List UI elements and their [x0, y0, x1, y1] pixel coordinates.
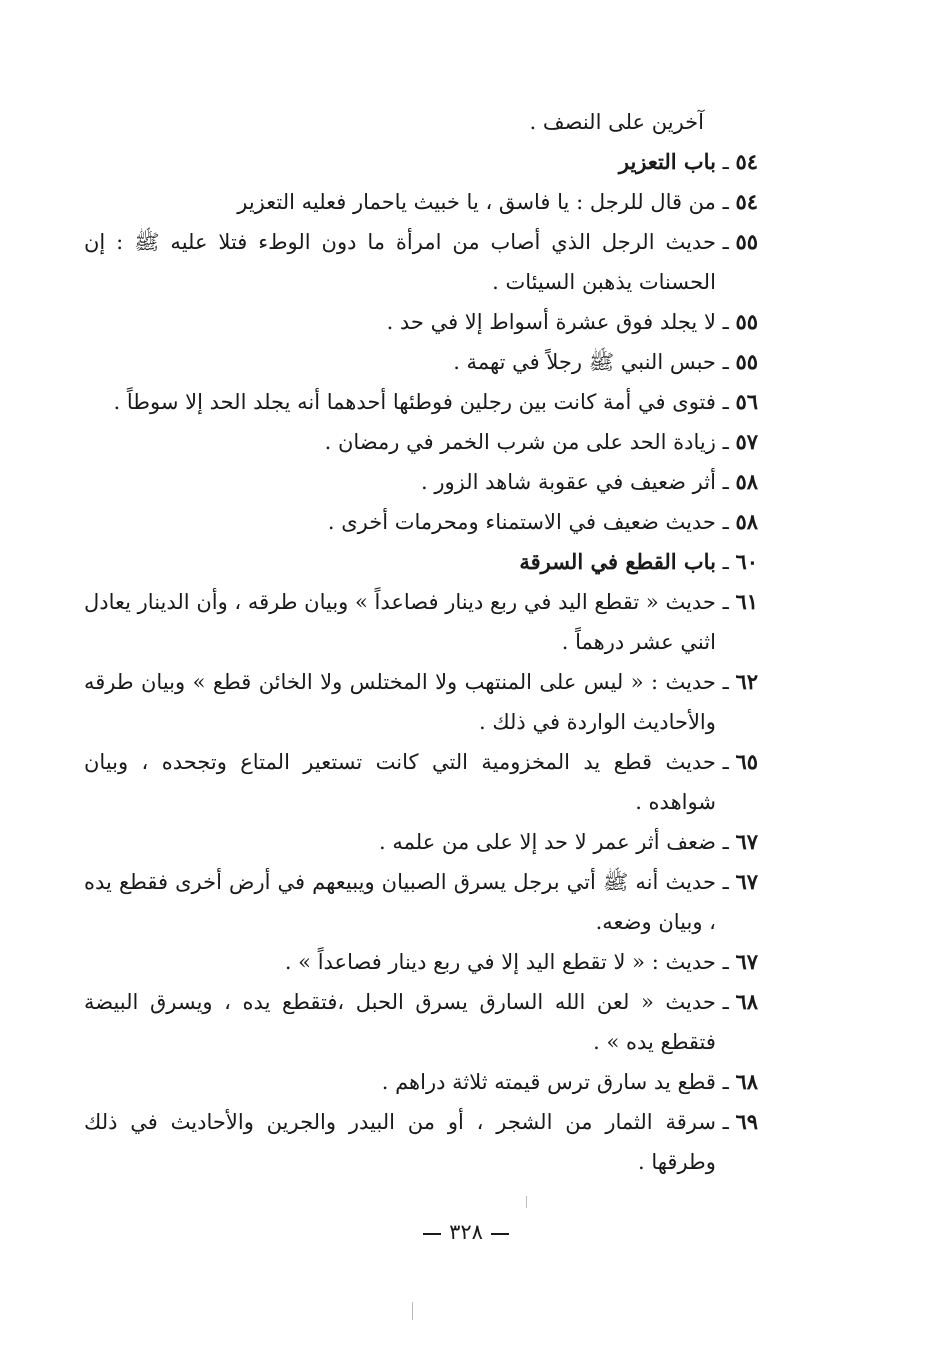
entry-page-number: ٥٥: [735, 229, 758, 254]
entry-page-number: ٦٢: [735, 669, 758, 694]
scan-speck: [412, 1302, 413, 1320]
entry-text: حديث ضعيف في الاستمناء ومحرمات أخرى .: [327, 510, 716, 534]
entry-separator: ـ: [715, 670, 736, 694]
index-entry: [84, 982, 758, 1062]
index-entry: [84, 662, 758, 742]
entry-page-number: ٥٤: [735, 149, 758, 174]
entry-page-number: ٦٨: [735, 989, 758, 1014]
index-entry: [84, 422, 758, 462]
index-entry: [84, 302, 758, 342]
entry-separator: ـ: [715, 750, 736, 774]
entry-separator: ـ: [715, 590, 736, 614]
entry-separator: ـ: [715, 1110, 736, 1134]
entry-separator: ـ: [715, 870, 736, 894]
index-entry: [84, 222, 758, 302]
section-heading-text: باب القطع في السرقة: [519, 549, 716, 574]
entry-page-number: ٦٧: [735, 949, 758, 974]
entry-list: [84, 142, 758, 1182]
page-number: ٣٢٨: [449, 1220, 483, 1244]
entry-text: حديث الرجل الذي أصاب من امرأة ما دون الوطء فتلا عليه ﷺ : إن الحسنات يذهبن السيئات .: [84, 230, 716, 294]
entry-separator: ـ: [715, 990, 736, 1014]
entry-separator: ـ: [715, 830, 736, 854]
index-entry: [84, 382, 758, 422]
entry-page-number: ٥٧: [735, 429, 758, 454]
entry-text: أثر ضعيف في عقوبة شاهد الزور .: [421, 470, 716, 494]
index-entry: [84, 822, 758, 862]
entry-page-number: ٦١: [735, 589, 758, 614]
entry-separator: ـ: [715, 470, 736, 494]
entry-text: حديث أنه ﷺ أتي برجل يسرق الصبيان ويبيعهم في أرض أخرى فقطع يده ، وبيان وضعه.: [84, 870, 716, 934]
entry-page-number: ٦٠: [735, 549, 758, 574]
entry-separator: ـ: [715, 430, 736, 454]
entry-separator: ـ: [715, 1070, 736, 1094]
entry-separator: ـ: [715, 390, 736, 414]
entry-page-number: ٥٨: [735, 469, 758, 494]
index-entry: [84, 342, 758, 382]
index-entry: [84, 942, 758, 982]
entry-text: ضعف أثر عمر لا حد إلا على من علمه .: [379, 830, 716, 854]
entry-text: حديث : « ليس على المنتهب ولا المختلس ولا الخائن قطع » وبيان طرقه والأحاديث الواردة في ذلك .: [84, 670, 716, 734]
entry-page-number: ٥٨: [735, 509, 758, 534]
entry-text: فتوى في أمة كانت بين رجلين فوطئها أحدهما أنه يجلد الحد إلا سوطاً .: [113, 390, 716, 414]
index-entry: [84, 502, 758, 542]
section-heading-entry: [84, 142, 758, 182]
page-body: [84, 102, 758, 1182]
entry-page-number: ٦٥: [735, 749, 758, 774]
entry-text: قطع يد سارق ترس قيمته ثلاثة دراهم .: [381, 1070, 716, 1094]
entry-page-number: ٥٥: [735, 349, 758, 374]
entry-separator: ـ: [715, 310, 736, 334]
entry-separator: ـ: [715, 230, 736, 254]
entry-separator: ـ: [715, 510, 736, 534]
entry-text: حبس النبي ﷺ رجلاً في تهمة .: [453, 350, 716, 374]
entry-separator: ـ: [715, 150, 736, 174]
footer-dash-left: [423, 1233, 441, 1235]
index-entry: [84, 1062, 758, 1102]
entry-page-number: ٥٥: [735, 309, 758, 334]
index-entry: [84, 462, 758, 502]
entry-text: من قال للرجل : يا فاسق ، يا خبيث ياحمار فعليه التعزير: [237, 190, 716, 214]
entry-page-number: ٦٨: [735, 1069, 758, 1094]
entry-text: حديث « لعن الله السارق يسرق الحبل ،فتقطع يده ، ويسرق البيضة فتقطع يده » .: [84, 990, 716, 1054]
entry-page-number: ٦٩: [735, 1109, 758, 1134]
entry-text: حديث « تقطع اليد في ربع دينار فصاعداً » وبيان طرقه ، وأن الدينار يعادل اثني عشر درهماً .: [84, 590, 716, 654]
entry-page-number: ٥٤: [735, 189, 758, 214]
continuation-line: آخرين على النصف .: [529, 110, 704, 134]
index-entry: [84, 182, 758, 222]
entry-page-number: ٥٦: [735, 389, 758, 414]
section-heading-text: باب التعزير: [618, 149, 716, 174]
entry-text: لا يجلد فوق عشرة أسواط إلا في حد .: [386, 310, 716, 334]
entry-page-number: ٦٧: [735, 869, 758, 894]
page-footer: [0, 1220, 932, 1244]
index-entry: [84, 582, 758, 662]
index-entry: [84, 1102, 758, 1182]
entry-separator: ـ: [715, 190, 736, 214]
index-entry: [84, 862, 758, 942]
entry-text: سرقة الثمار من الشجر ، أو من البيدر والجرين والأحاديث في ذلك وطرقها .: [84, 1110, 716, 1174]
entry-separator: ـ: [715, 350, 736, 374]
scan-speck: [526, 1196, 527, 1208]
entry-separator: ـ: [715, 550, 736, 574]
entry-text: حديث : « لا تقطع اليد إلا في ربع دينار فصاعداً » .: [284, 950, 716, 974]
index-entry: [84, 742, 758, 822]
entry-text: زيادة الحد على من شرب الخمر في رمضان .: [324, 430, 716, 454]
section-heading-entry: [84, 542, 758, 582]
footer-dash-right: [491, 1233, 509, 1235]
entry-page-number: ٦٧: [735, 829, 758, 854]
entry-text: حديث قطع يد المخزومية التي كانت تستعير المتاع وتجحده ، وبيان شواهده .: [84, 750, 716, 814]
entry-separator: ـ: [715, 950, 736, 974]
